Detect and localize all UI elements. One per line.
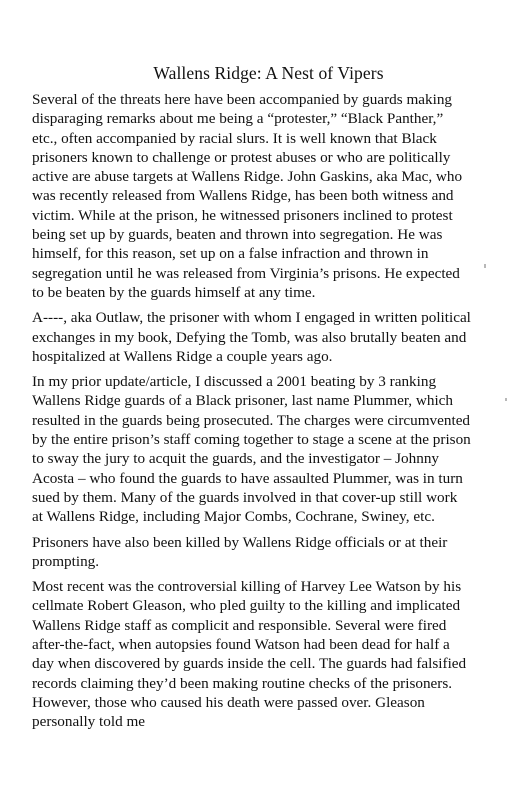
paragraph-threats: Several of the threats here have been accompanied by guards making disparaging remarks about me being a “protester,” “Black Panther,” etc., often accompanied by racial slurs. It is well known that Black prisoners known to challenge or protest abuses or who are politically active are abuse targets at Wallens Ridge. John Gaskins, aka Mac, who was recently released from Wallens Ridge, has been both witness and victim. While at the prison, he witnessed prisoners inclined to protest being set up by guards, beaten and thrown into segregation. He was himself, for this reason, set up on a false infraction and thrown in segregation until he was released from Virginia’s prisons. He expected to be beaten by the guards himself at any time. <box>32 91 463 301</box>
page-title: Wallens Ridge: A Nest of Vipers <box>153 63 384 83</box>
body-text <box>32 90 472 738</box>
paragraph-killed: Prisoners have also been killed by Wallens Ridge officials or at their prompting. <box>32 533 448 570</box>
paragraph-outlaw: A----, aka Outlaw, the prisoner with whom I engaged in written political exchanges in my book, Defying the Tomb, was also brutally beaten and hospitalized at Wallens Ridge a couple years ago. <box>32 309 471 365</box>
scan-speck <box>505 398 507 401</box>
paragraph-watson: Most recent was the controversial killing of Harvey Lee Watson by his cellmate Robert Gleason, who pled guilty to the killing and implicated Wallens Ridge staff as complicit and responsible. Several were fired after-the-fact, when autopsies found Watson had been dead for half a day when discovered by guards inside the cell. The guards had falsified records claiming they’d been making routine checks of the prisoners. However, those who caused his death were passed over. Gleason personally told me <box>32 578 467 731</box>
paragraph-plummer: In my prior update/article, I discussed a 2001 beating by 3 ranking Wallens Ridge guards of a Black prisoner, last name Plummer, which resulted in the guards being prosecuted. The charges were circumvented by the entire prison’s staff coming together to stage a scene at the prison to sway the jury to acquit the guards, and the investigator – Johnny Acosta – who found the guards to have assaulted Plummer, was in turn sued by them. Many of the guards involved in that cover-up still work at Wallens Ridge, including Major Combs, Cochrane, Swiney, etc. <box>32 373 471 526</box>
scan-speck <box>484 264 486 268</box>
